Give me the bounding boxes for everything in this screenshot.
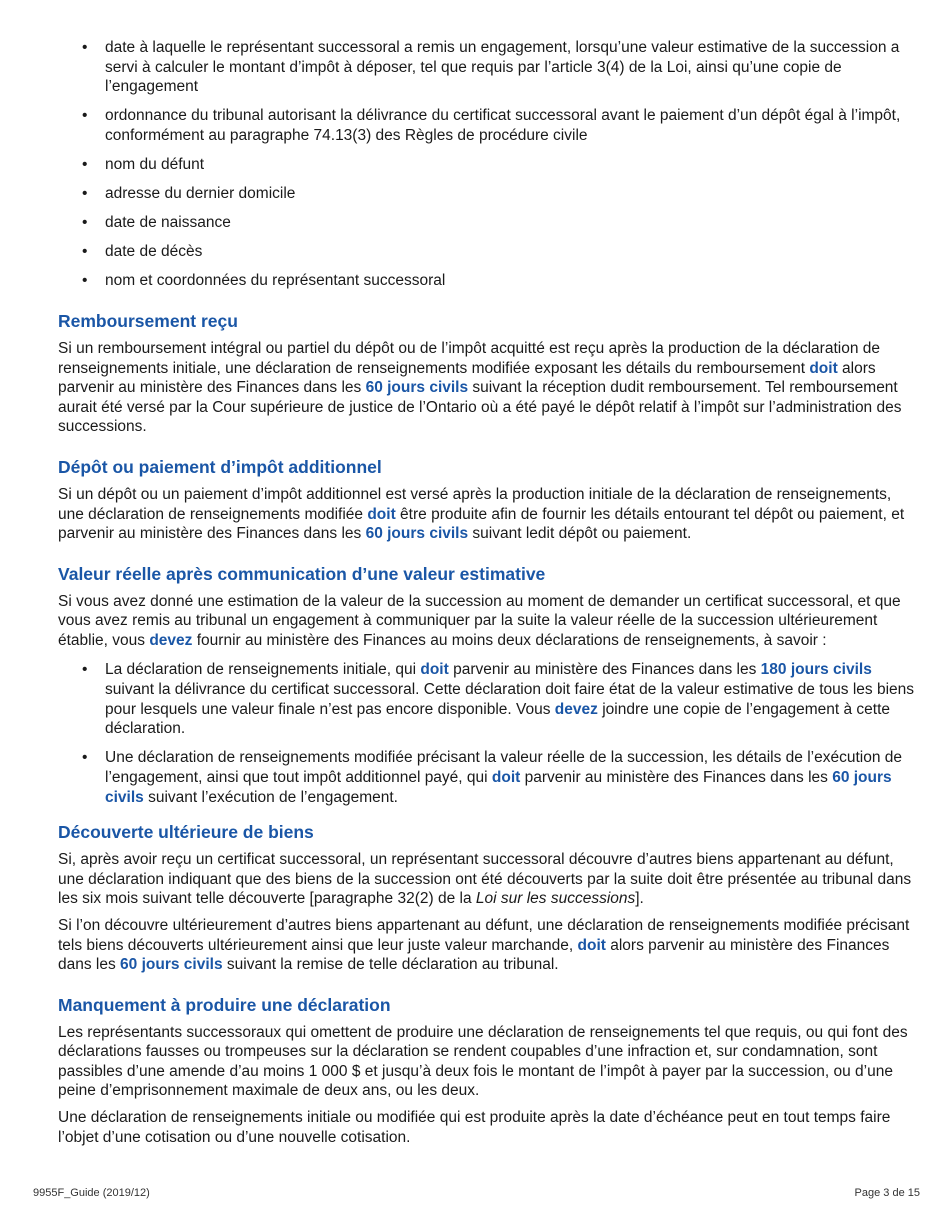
declarations-list xyxy=(58,660,918,807)
required-info-list xyxy=(58,38,918,291)
text: suivant ledit dépôt ou paiement. xyxy=(468,525,692,543)
emphasis: 60 jours civils xyxy=(365,379,469,397)
text: ]. xyxy=(635,890,644,908)
footer-form-id: 9955F_Guide (2019/12) xyxy=(33,1187,150,1199)
section-heading-decouverte: Découverte ultérieure de biens xyxy=(58,822,314,843)
text: Une déclaration de renseignements modifiée précisant la valeur réelle de la succession, les détails de l’exécution de l’engagement, ainsi que tout impôt additionnel payé, qui xyxy=(105,749,902,786)
paragraph xyxy=(58,916,918,975)
section-heading-valeur-reelle: Valeur réelle après communication d’une valeur estimative xyxy=(58,563,546,584)
text: Si un remboursement intégral ou partiel du dépôt ou de l’impôt acquitté est reçu après la production de la déclaration de renseignements initiale, une déclaration de renseignements modifiée exposant les détails du remboursement xyxy=(58,339,880,377)
text: parvenir au ministère des Finances dans les xyxy=(520,768,833,786)
list-item: • date de décès xyxy=(58,242,918,262)
text: alors parvenir au ministère des Finances dans les xyxy=(58,936,890,974)
list-item: • date de naissance xyxy=(58,213,918,233)
text: suivant la délivrance du certificat successoral. Cette déclaration doit faire état de la valeur estimative de tous les biens pour lesquels une valeur finale n’est pas encore disponible. Vous xyxy=(105,681,915,718)
text: suivant l’exécution de l’engagement. xyxy=(143,788,398,806)
emphasis: doit xyxy=(491,768,521,786)
list-item: • date à laquelle le représentant successoral a remis un engagement, lorsqu’une valeur estimative de la succession a servi à calculer le montant d’impôt à déposer, tel que requis par l’article 3(4) de la Loi, ainsi qu’une copie de l’engagement xyxy=(58,38,918,97)
text: Si, après avoir reçu un certificat successoral, un représentant successoral découvre d’autres biens appartenant au défunt, une déclaration indiquant que des biens de la succession ont été découverts par la suite doit être présentée au tribunal dans les six mois suivant telle découverte [paragraphe 32(2) de la xyxy=(58,851,912,908)
list-item: • nom et coordonnées du représentant successoral xyxy=(58,271,918,291)
emphasis: doit xyxy=(809,359,838,377)
section-heading-depot-additionnel: Dépôt ou paiement d’impôt additionnel xyxy=(58,456,382,477)
section-heading-manquement: Manquement à produire une déclaration xyxy=(58,994,391,1015)
paragraph xyxy=(58,592,918,651)
emphasis: 180 jours civils xyxy=(760,661,872,679)
text: parvenir au ministère des Finances dans les xyxy=(448,661,761,679)
page-content xyxy=(58,38,918,1154)
text: fournir au ministère des Finances au moins deux déclarations de renseignements, à savoir : xyxy=(192,631,827,649)
list-item xyxy=(58,748,918,807)
paragraph: Les représentants successoraux qui omettent de produire une déclaration de renseignements tel que requis, ou qui font des déclarations fausses ou trompeuses sur la déclaration se rendent coupables d’une infraction et, sur condamnation, sont passibles d’une amende d’au moins 1 000 $ et jusqu’à deux fois le montant de l’impôt à payer par la succession, ou d’une peine d’emprisonnement maximale de deux ans, ou les deux. xyxy=(58,1023,908,1100)
paragraph xyxy=(58,339,918,437)
section-heading-remboursement: Remboursement reçu xyxy=(58,310,238,331)
text: alors parvenir au ministère des Finances dans les xyxy=(58,359,876,397)
list-item: • nom du défunt xyxy=(58,155,918,175)
law-title: Loi sur les successions xyxy=(475,890,636,908)
text: Si vous avez donné une estimation de la valeur de la succession au moment de demander un certificat successoral, et que vous avez remis au tribunal un engagement à communiquer par la suite la valeur réelle de la succession ultérieurement établie, vous xyxy=(58,592,901,649)
text: être produite afin de fournir les détails entourant tel dépôt ou paiement, et parvenir au ministère des Finances dans les xyxy=(58,505,905,543)
list-item xyxy=(58,660,918,738)
emphasis: doit xyxy=(367,505,396,523)
emphasis: doit xyxy=(420,661,449,679)
text: Si l’on découvre ultérieurement d’autres biens appartenant au défunt, une déclaration de renseignements modifiée précisant tels biens découverts ultérieurement ainsi que leur juste valeur marchande, xyxy=(58,916,910,954)
emphasis: doit xyxy=(577,936,606,954)
text: joindre une copie de l’engagement à cette déclaration. xyxy=(105,700,891,738)
emphasis: 60 jours civils xyxy=(105,768,892,806)
paragraph xyxy=(58,485,918,544)
emphasis: 60 jours civils xyxy=(120,956,223,974)
emphasis: devez xyxy=(554,700,598,718)
emphasis: 60 jours civils xyxy=(365,525,469,543)
text: Si un dépôt ou un paiement d’impôt additionnel est versé après la production initiale de la déclaration de renseignements, une déclaration de renseignements modifiée xyxy=(58,485,892,523)
paragraph: Une déclaration de renseignements initiale ou modifiée qui est produite après la date d’échéance peut en tout temps faire l’objet d’une cotisation ou d’une nouvelle cotisation. xyxy=(58,1109,891,1146)
list-item: • adresse du dernier domicile xyxy=(58,184,918,204)
footer-page-number: Page 3 de 15 xyxy=(854,1187,920,1199)
text: suivant la réception dudit remboursement. Tel remboursement aurait été versé par la Cour supérieure de justice de l’Ontario où a été payé le dépôt relatif à l’impôt sur l’administration des successions. xyxy=(58,379,902,436)
list-item: • ordonnance du tribunal autorisant la délivrance du certificat successoral avant le paiement d’un dépôt égal à l’impôt, conformément au paragraphe 74.13(3) des Règles de procédure civile xyxy=(58,106,918,145)
paragraph xyxy=(58,850,918,909)
text: La déclaration de renseignements initiale, qui xyxy=(105,661,421,679)
emphasis: devez xyxy=(149,631,193,649)
text: suivant la remise de telle déclaration au tribunal. xyxy=(222,956,559,974)
